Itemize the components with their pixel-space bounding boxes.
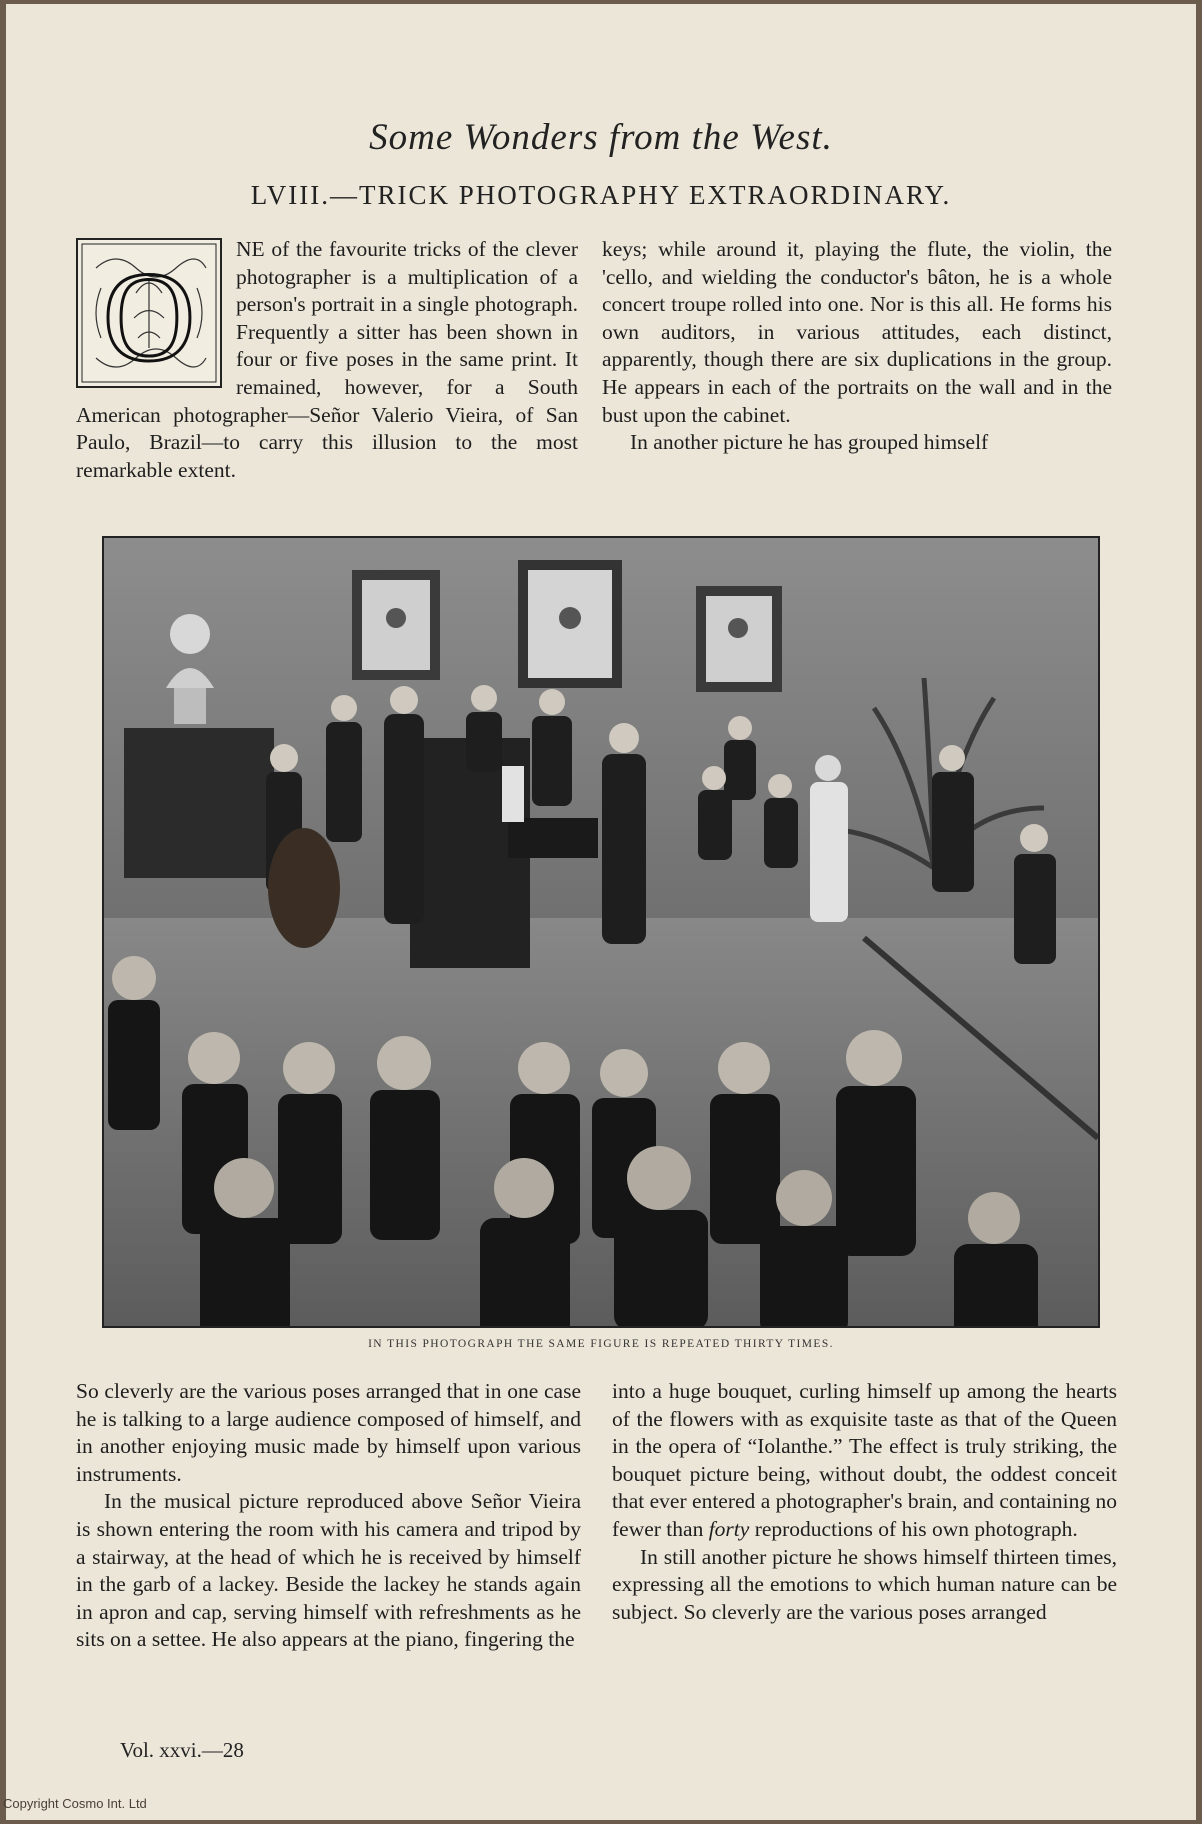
column-top-right [602, 236, 1112, 457]
article-subtitle: LVIII.—TRICK PHOTOGRAPHY EXTRAORDINARY. [250, 180, 952, 210]
column-bottom-right [612, 1378, 1117, 1626]
page-folio: Vol. xxvi.—28 [120, 1738, 244, 1762]
paragraph-concert: keys; while around it, playing the flute, the violin, the 'cello, and wielding the conductor's bâton, he is a whole concert troupe rolled into one. Nor is this all. He forms his own auditors, in various attitudes, each distinct, apparently, though there are six duplications in the group. He appears in each of the portraits on the wall and in the bust upon the cabinet. [602, 237, 1112, 427]
article-title: Some Wonders from the West. [369, 117, 833, 158]
paragraph-musical-picture: In the musical picture reproduced above Señor Vieira is shown entering the room with his camera and tripod by a stairway, at the head of which he is received by himself in the garb of a lackey. Beside the lackey he stands again in apron and cap, serving himself with refreshments as he sits on a settee. He also appears at the piano, fingering the [76, 1489, 581, 1652]
wall-portrait-center [518, 560, 622, 688]
photo-caption: IN THIS PHOTOGRAPH THE SAME FIGURE IS REPEATED THIRTY TIMES. [368, 1338, 834, 1350]
magazine-page [6, 4, 1196, 1820]
copyright-watermark: Copyright Cosmo Int. Ltd [3, 1796, 147, 1811]
column-top-left [76, 236, 578, 484]
dropcap-letter: O [102, 246, 196, 388]
wall-portrait-left [352, 570, 440, 680]
column-bottom-left [76, 1378, 581, 1654]
concert-photograph [102, 536, 1100, 1328]
cello [268, 828, 340, 948]
wall-portrait-right [696, 586, 782, 692]
paragraph-bouquet: into a huge bouquet, curling himself up among the hearts of the flowers with as exquisite taste as that of the Queen in the opera of “Iolanthe.” The effect is truly striking, the bouquet picture being, without doubt, the oddest conceit that ever entered a photographer's brain, and containing no fewer than forty reproductions of his own photograph. [612, 1379, 1117, 1541]
paragraph-intro: NE of the favourite tricks of the clever photographer is a multiplication of a person's portrait in a single photograph. Frequently a sitter has been shown in four or five poses in the same print. It remained, however, for a South American photographer—Señor Valerio Vieira, of San Paulo, Brazil—to carry this illusion to the most remarkable extent. [76, 237, 578, 482]
paragraph-poses: So cleverly are the various poses arranged that in one case he is talking to a large audience composed of himself, and in another enjoying music made by himself upon various instruments. [76, 1379, 581, 1486]
photo-illustration [104, 538, 1098, 1326]
dropcap-ornament [76, 238, 222, 388]
paragraph-grouped: In another picture he has grouped himself [630, 430, 989, 455]
paragraph-thirteen: In still another picture he shows himself thirteen times, expressing all the emotions to which human nature can be subject. So cleverly are the various poses arranged [612, 1544, 1117, 1624]
